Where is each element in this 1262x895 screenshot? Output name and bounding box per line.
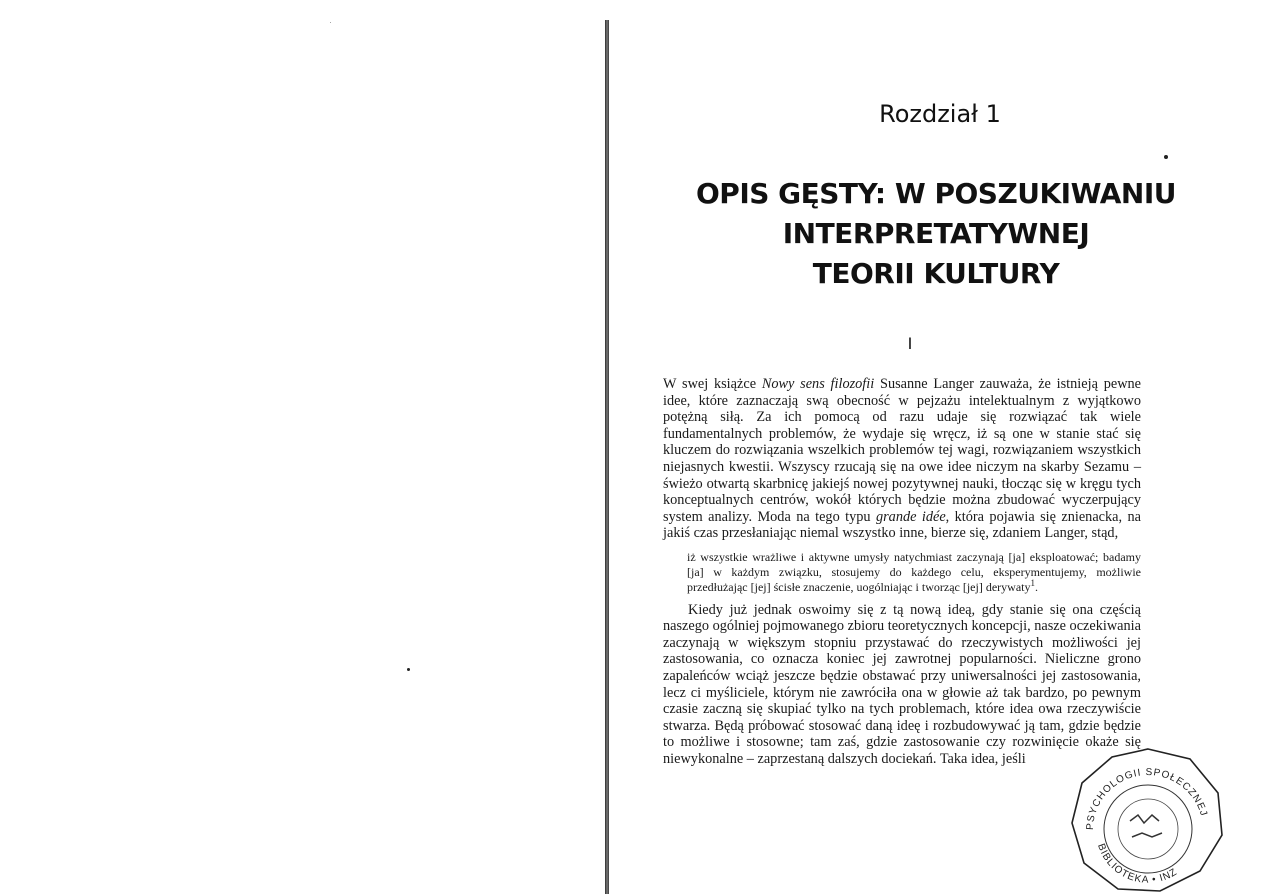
text-run: W swej książce [663,376,762,392]
quote-end: . [1034,580,1038,595]
section-number: I [907,334,913,353]
chapter-title [610,174,1262,294]
book-spine-gutter [605,20,609,894]
book-title: Nowy sens filozofii [761,376,875,392]
left-page [0,0,607,894]
chapter-label: Rozdział 1 [879,100,1001,128]
italic-term: grande idée [875,508,946,525]
footnote-marker[interactable]: 1 [1030,578,1035,589]
library-stamp [1068,745,1228,895]
chapter-title-line: INTERPRETATYWNEJ [782,217,1090,250]
chapter-title-line: OPIS GĘSTY: W POSZUKIWANIU [696,177,1176,210]
ink-speck [407,668,410,671]
chapter-title-line: TEORII KULTURY [812,257,1060,290]
paragraph: Kiedy już jednak oswoimy się z tą nową ideą, gdy stanie się ona częścią naszego ogólniej pojmowanego zbioru teoretycznych koncepcji, nasze oczekiwania zaczynają w większym stopniu przystawać do rzeczywistych możliwości jej zastosowania, co oznacza koniec jej zawrotnej popularności. Nieliczne grono zapaleńców wciąż jeszcze będzie obstawać przy uniwersalności jej zastosowania, lecz ci myśliciele, którym nie zawróciła ona w głowie aż tak bardzo, po pewnym czasie zaczną się skupiać tylko na tych problemach, które idea owa rzeczywiście stwarza. Będą próbować stosować daną ideę i rozbudowywać ją tam, gdzie będzie to możliwe i stosowne; tam zaś, gdzie zastosowanie czy rozwinięcie okaże się niewykonalne – zaprzestaną dalszych dociekań. Taka idea, jeśli [663,601,1141,767]
quote-text: iż wszystkie wrażliwe i aktywne umysły natychmiast zaczynają [ja] eksploatować; badamy [ja] w każdym związku, stosujemy do każdego celu, eksperymentujemy, możliwie przedłużając [jej] ścisłe znaczenie, uogólniając i tworząc [jej] derywaty [687,549,1141,595]
paragraph [663,376,1141,542]
body-text [663,376,1141,767]
ink-speck [330,22,331,23]
text-run: Susanne Langer zauważa, że istnieją pewne idee, które zaznaczają swą obecność w pejzażu intelektualnym z wyjątkowo potężną siłą. Za ich pomocą od razu udaje się rozwiązać tak wiele fundamentalnych problemów, że wydaje się wręcz, iż są one w stanie stać się kluczem do rozwiązania wszelkich problemów tej wagi, rozwiązaniem wszystkich niejasnych kwestii. Wszyscy rzucają się na owe idee niczym na skarby Sezamu – świeżo otwartą skarbnicę jakiejś nowej pozytywnej nauki, tłocząc się w kręgu tych konceptualnych centrów, wokół których będzie można zbudować wyczerpujący system analizy. Moda na tego typu [663,376,1142,525]
block-quote [687,550,1141,596]
stamp-text-top: PSYCHOLOGII SPOŁECZNEJ [1084,766,1210,831]
text-run: , która pojawia się znienacka, na jakiś czas przesłaniając niemal wszystko inne, bierze się, zdaniem Langer, stąd, [663,508,1141,542]
stamp-text-bottom: BIBLIOTEKA • INZ [1095,842,1180,886]
ink-speck [1164,155,1168,159]
